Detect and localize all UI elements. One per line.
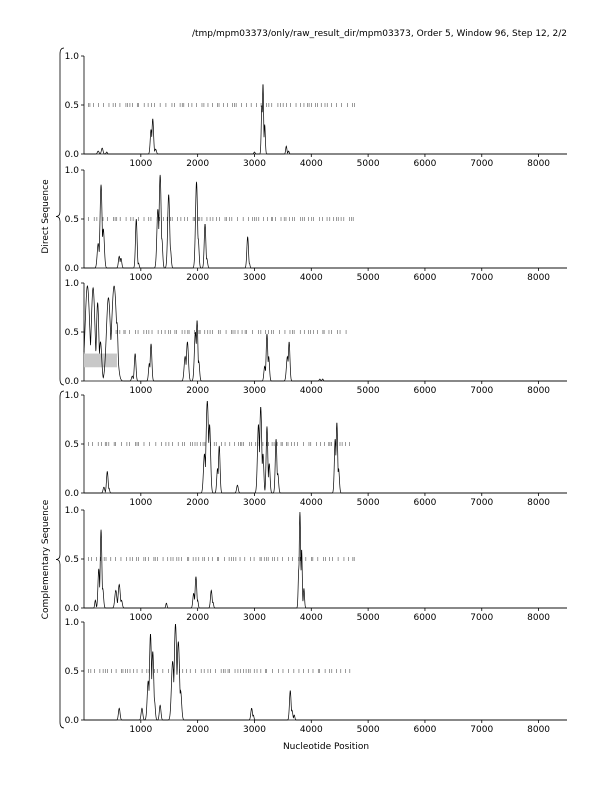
x-tick-label: 8000 [527, 273, 551, 283]
x-tick-label: 1000 [129, 725, 153, 735]
probability-curve [84, 175, 567, 268]
codon-marks [89, 103, 355, 107]
y-tick-label: 1.0 [64, 166, 79, 176]
x-tick-label: 4000 [299, 498, 323, 508]
x-tick-label: 4000 [299, 386, 323, 396]
x-tick-label: 7000 [470, 159, 494, 169]
x-tick-label: 5000 [356, 498, 380, 508]
y-tick-label: 0.5 [64, 328, 79, 338]
y-tick-label: 0.0 [64, 489, 79, 499]
x-tick-label: 2000 [186, 273, 210, 283]
x-tick-label: 8000 [527, 613, 551, 623]
panel-direct-frame-1 [65, 52, 567, 169]
codon-marks [89, 217, 354, 221]
x-tick-label: 8000 [527, 498, 551, 508]
x-tick-label: 5000 [356, 613, 380, 623]
x-tick-label: 7000 [470, 613, 494, 623]
x-tick-label: 2000 [186, 725, 210, 735]
x-tick-label: 4000 [299, 725, 323, 735]
x-tick-label: 4000 [299, 159, 323, 169]
shaded-region [84, 354, 117, 368]
probability-curve [84, 85, 567, 154]
x-tick-label: 6000 [413, 273, 437, 283]
y-tick-label: 0.5 [64, 101, 79, 111]
panel-complementary-frame-1 [65, 391, 567, 508]
strand-brackets [41, 48, 64, 728]
x-tick-label: 5000 [356, 725, 380, 735]
y-tick-label: 0.0 [64, 377, 79, 387]
y-tick-label: 1.0 [64, 279, 79, 289]
x-tick-label: 4000 [299, 613, 323, 623]
y-tick-label: 0.0 [64, 716, 79, 726]
y-tick-label: 1.0 [64, 618, 79, 628]
y-tick-label: 0.5 [64, 555, 79, 565]
x-tick-label: 1000 [129, 159, 153, 169]
x-tick-label: 7000 [470, 273, 494, 283]
y-tick-label: 0.0 [64, 264, 79, 274]
x-tick-label: 5000 [356, 273, 380, 283]
x-axis-title: Nucleotide Position [282, 742, 370, 752]
x-tick-label: 2000 [186, 613, 210, 623]
codon-marks [111, 330, 346, 334]
x-tick-label: 5000 [356, 159, 380, 169]
probability-curve [84, 401, 567, 493]
chart-title: /tmp/mpm03373/only/raw_result_dir/mpm03373, Order 5, Window 96, Step 12, 2/2 [191, 29, 567, 39]
y-tick-label: 1.0 [64, 52, 79, 62]
complementary-sequence-label: Complementary Sequence [41, 499, 51, 620]
codon-marks [89, 669, 350, 673]
x-tick-label: 6000 [413, 613, 437, 623]
y-tick-label: 0.0 [64, 150, 79, 160]
y-tick-label: 0.5 [64, 440, 79, 450]
x-tick-label: 7000 [470, 725, 494, 735]
y-tick-label: 1.0 [64, 506, 79, 516]
x-tick-label: 8000 [527, 159, 551, 169]
x-tick-label: 6000 [413, 159, 437, 169]
codon-marks [89, 442, 350, 446]
y-tick-label: 0.0 [64, 604, 79, 614]
x-tick-label: 3000 [243, 613, 266, 623]
probability-curve [84, 624, 567, 720]
x-tick-label: 1000 [129, 498, 153, 508]
y-tick-label: 0.5 [64, 667, 79, 677]
x-tick-label: 2000 [186, 498, 210, 508]
x-tick-label: 3000 [243, 386, 266, 396]
panel-direct-frame-3 [65, 279, 567, 396]
direct-sequence-label: Direct Sequence [41, 179, 51, 254]
y-tick-label: 1.0 [64, 391, 79, 401]
panels [65, 52, 567, 735]
x-tick-label: 6000 [413, 386, 437, 396]
x-tick-label: 4000 [299, 273, 323, 283]
x-tick-label: 5000 [356, 386, 380, 396]
complementary-sequence-bracket [56, 391, 64, 728]
x-tick-label: 3000 [243, 159, 266, 169]
x-tick-label: 6000 [413, 725, 437, 735]
codon-marks [89, 557, 355, 561]
x-tick-label: 1000 [129, 273, 153, 283]
panel-complementary-frame-3 [65, 618, 567, 735]
probability-curve [84, 286, 567, 381]
x-tick-label: 3000 [243, 498, 266, 508]
x-tick-label: 7000 [470, 386, 494, 396]
x-tick-label: 1000 [129, 386, 153, 396]
direct-sequence-bracket [56, 48, 64, 385]
x-tick-label: 7000 [470, 498, 494, 508]
x-tick-label: 8000 [527, 386, 551, 396]
x-tick-label: 6000 [413, 498, 437, 508]
x-tick-label: 2000 [186, 159, 210, 169]
x-tick-label: 8000 [527, 725, 551, 735]
x-tick-label: 1000 [129, 613, 153, 623]
panel-direct-frame-2 [65, 166, 567, 283]
x-tick-label: 2000 [186, 386, 210, 396]
panel-complementary-frame-2 [65, 506, 567, 623]
x-tick-label: 3000 [243, 725, 266, 735]
y-tick-label: 0.5 [64, 215, 79, 225]
x-tick-label: 3000 [243, 273, 266, 283]
